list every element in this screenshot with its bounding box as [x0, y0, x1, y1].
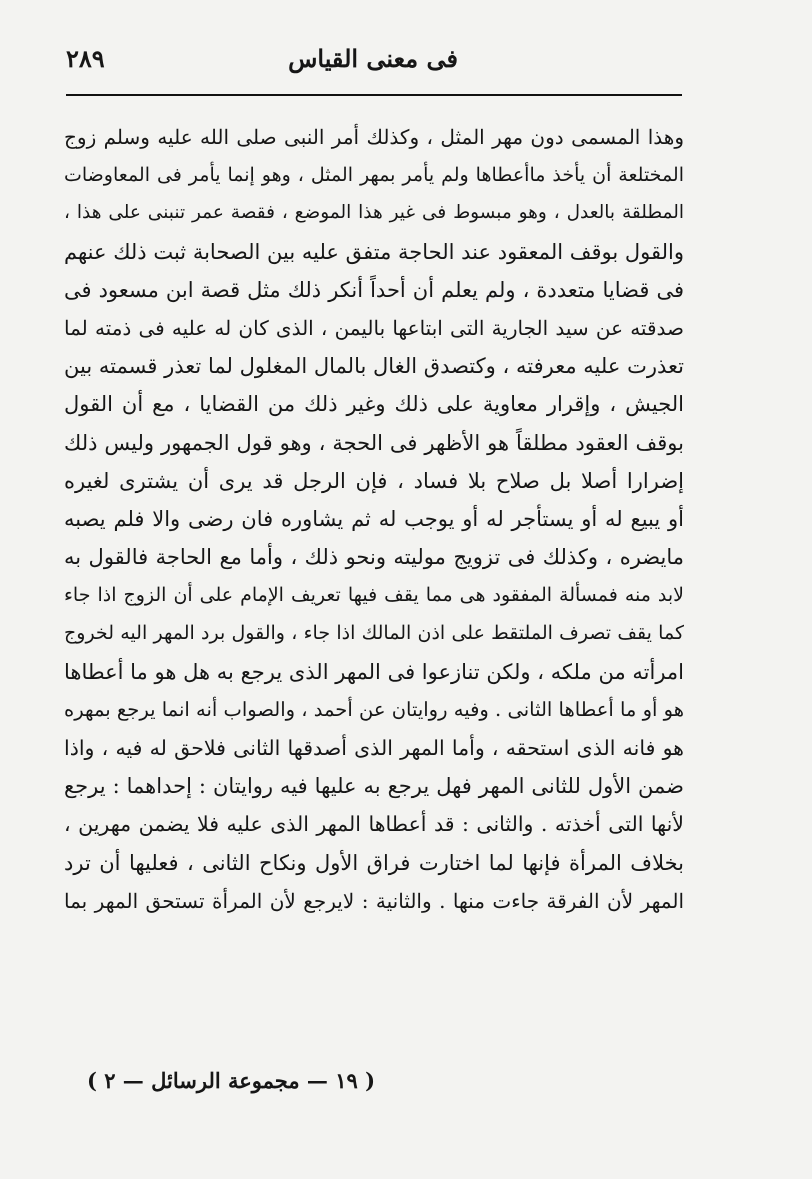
text-line: هو أو ما أعطاها الثانى . وفيه روايتان عن أحمد ، والصواب أنه انما يرجع بمهره: [64, 697, 684, 721]
text-line: بخلاف المرأة فإنها لما اختارت فراق الأول ونكاح الثانى ، فعليها أن ترد: [64, 850, 684, 875]
text-line: مايضره ، وكذلك فى تزويج موليته ونحو ذلك ، وأما مع الحاجة فالقول به: [64, 545, 684, 570]
text-line: لابد منه فمسألة المفقود هى مما يقف فيها تعريف الإمام على أن الزوج اذا جاء: [64, 584, 684, 607]
text-line: صدقته عن سيد الجارية التى ابتاعها باليمن ، الذى كان له عليه فى ذمته لما: [64, 315, 684, 340]
text-line: لأنها التى أخذته . والثانى : قد أعطاها المهر الذى عليه فلا يضمن مهرين ،: [64, 812, 684, 837]
page-header: [66, 40, 680, 90]
text-line: والقول بوقف المعقود عند الحاجة متفق عليه بين الصحابة ثبت ذلك عنهم: [64, 239, 684, 264]
text-line: بوقف العقود مطلقاً هو الأظهر فى الحجة ، وهو قول الجمهور وليس ذلك: [64, 430, 684, 455]
text-line: المهر لأن الفرقة جاءت منها . والثانية : لايرجع لأن المرأة تستحق المهر بما: [64, 888, 684, 913]
text-line: كما يقف تصرف الملتقط على اذن المالك اذا جاء ، والقول برد المهر اليه لخروج: [64, 622, 684, 645]
text-line: فى قضايا متعددة ، ولم يعلم أن أحداً أنكر ذلك مثل قصة ابن مسعود فى: [64, 277, 684, 302]
text-line: ضمن الأول للثانى المهر فهل يرجع به عليها فيه روايتان : إحداهما : يرجع: [64, 774, 684, 799]
text-line: أو يبيع له أو يستأجر له أو يوجب له ثم يشاوره فان رضى والا فلم يصبه: [64, 506, 684, 531]
text-line: هو فانه الذى استحقه ، وأما المهر الذى أصدقها الثانى فلاحق له فيه ، واذا: [64, 736, 684, 760]
text-line: وهذا المسمى دون مهر المثل ، وكذلك أمر النبى صلى الله عليه وسلم زوج: [64, 125, 684, 149]
text-line: امرأته من ملكه ، ولكن تنازعوا فى المهر الذى يرجع به هل هو ما أعطاها: [64, 659, 684, 684]
body-text: [64, 118, 684, 920]
header-divider: [66, 94, 682, 96]
page-number: ٢٨٩: [66, 44, 105, 73]
text-line: إضرارا أصلا بل صلاح بلا فساد ، فإن الرجل قد يرى أن يشترى لغيره: [64, 468, 684, 493]
text-line: المختلعة أن يأخذ ماأعطاها ولم يأمر بمهر المثل ، وهو إنما يأمر فى المعاوضات: [64, 164, 684, 187]
running-title: فى معنى القياس: [288, 44, 458, 73]
text-line: المطلقة بالعدل ، وهو مبسوط فى غير هذا الموضع ، فقصة عمر تنبنى على هذا ،: [64, 202, 684, 224]
text-line: تعذرت عليه معرفته ، وكتصدق الغال بالمال المغلول لما تعذر قسمته بين: [64, 354, 684, 379]
page-footer: ( ١٩ — مجموعة الرسائل — ٢ ): [86, 1068, 376, 1093]
text-line: الجيش ، وإقرار معاوية على ذلك وغير ذلك من القضايا ، مع أن القول: [64, 392, 684, 417]
